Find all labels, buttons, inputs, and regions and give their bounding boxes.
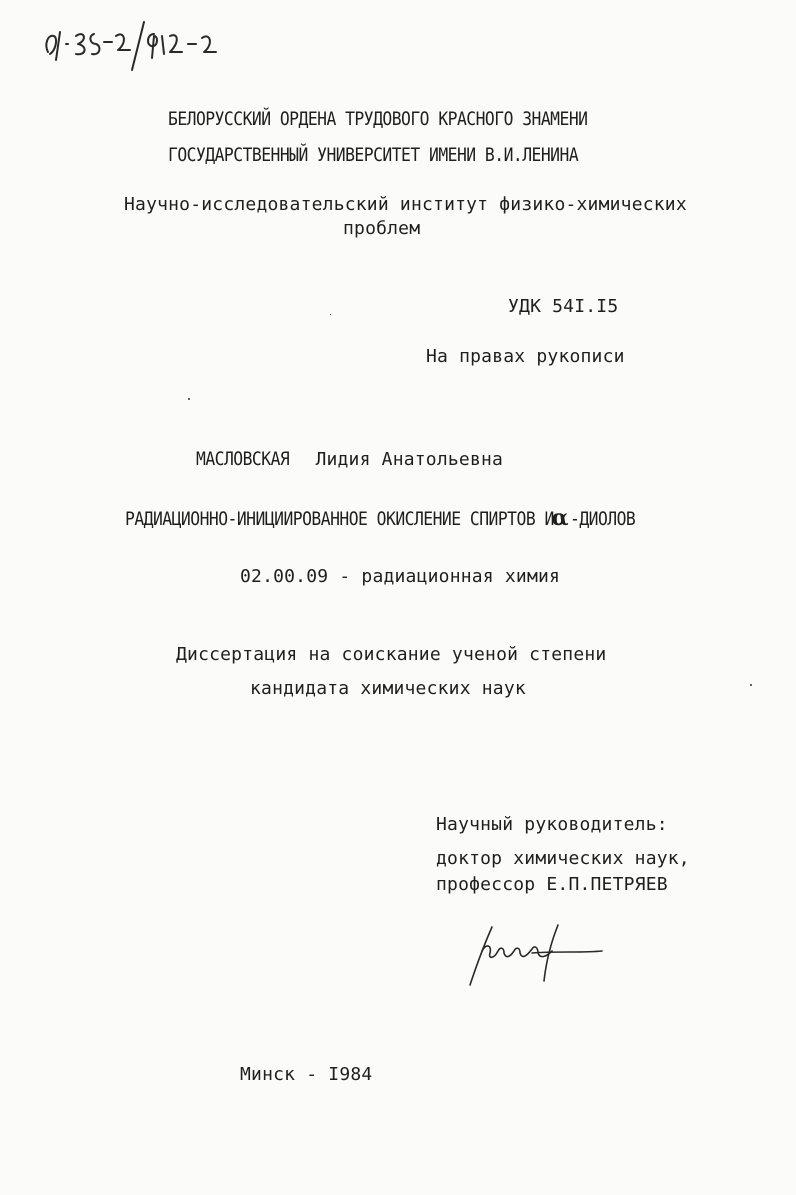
dissertation-title-part-1: РАДИАЦИОННО-ИНИЦИИРОВАННОЕ ОКИСЛЕНИЕ СПИРТОВ И	[125, 508, 554, 530]
udc-code: УДК 54I.I5	[508, 296, 619, 317]
dissertation-title-part-2: -ДИОЛОВ	[569, 508, 636, 530]
institute-name-line-2: проблем	[343, 218, 421, 239]
institute-name-line-1: Научно-исследовательский институт физико-химических	[124, 194, 687, 215]
author-given-names: Лидия Анатольевна	[315, 449, 504, 470]
alpha-symbol: α	[551, 505, 568, 531]
manuscript-rights-note: На правах рукописи	[426, 346, 625, 367]
specialty-code: 02.00.09 - радиационная химия	[240, 566, 561, 587]
university-name-line-2: ГОСУДАРСТВЕННЫЙ УНИВЕРСИТЕТ ИМЕНИ В.И.ЛЕНИНА	[168, 144, 579, 166]
scan-speck	[188, 398, 190, 400]
supervisor-degree: доктор химических наук,	[436, 848, 690, 869]
handwritten-archive-number	[42, 14, 262, 74]
scan-speck	[330, 314, 331, 315]
author-surname: МАСЛОВСКАЯ	[196, 448, 290, 470]
scan-speck	[750, 684, 752, 686]
degree-line-2: кандидата химических наук	[250, 678, 526, 699]
university-name-line-1: БЕЛОРУССКИЙ ОРДЕНА ТРУДОВОГО КРАСНОГО ЗНАМЕНИ	[168, 108, 588, 130]
dissertation-title	[125, 506, 646, 531]
supervisor-name: профессор Е.П.ПЕТРЯЕВ	[436, 874, 668, 895]
degree-line-1: Диссертация на соискание ученой степени	[176, 644, 607, 665]
author-name	[196, 448, 503, 471]
place-and-year: Минск - I984	[240, 1064, 373, 1085]
supervisor-label: Научный руководитель:	[436, 814, 668, 835]
supervisor-signature	[462, 915, 612, 995]
